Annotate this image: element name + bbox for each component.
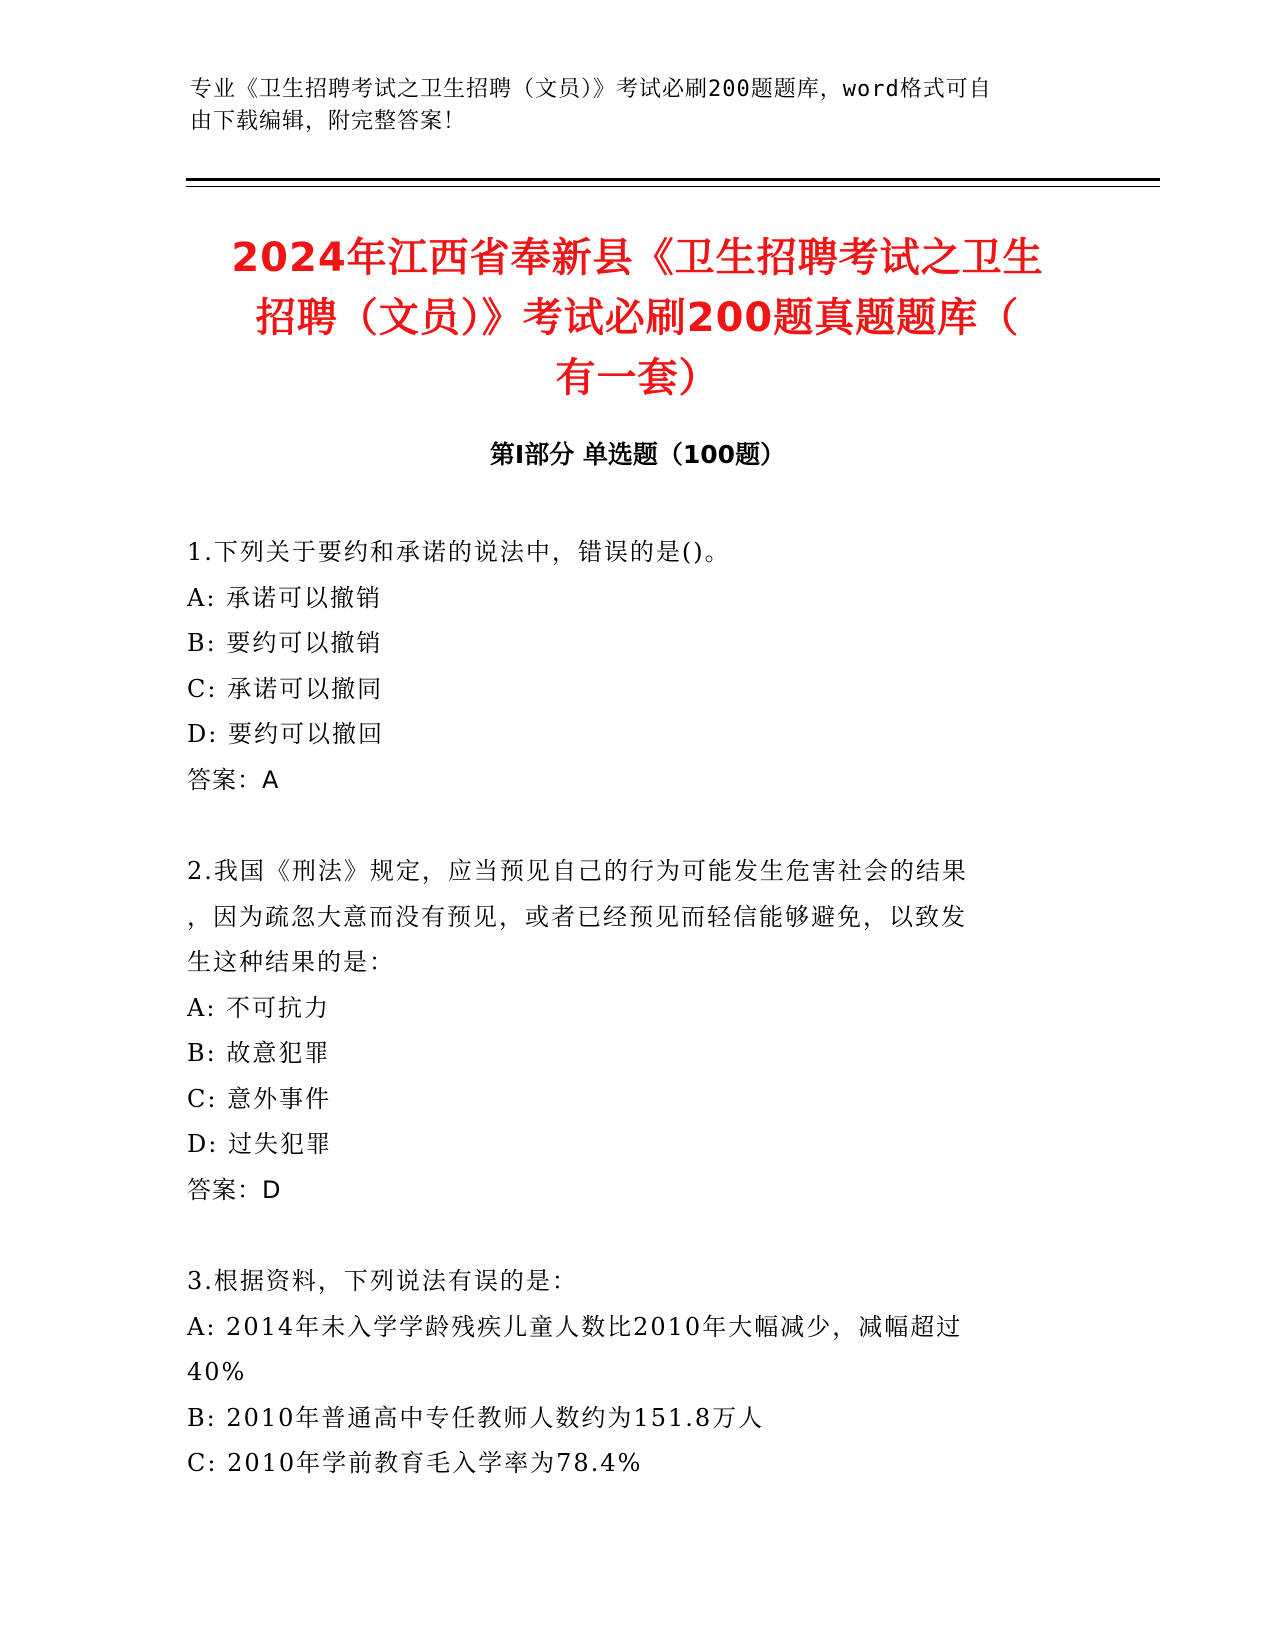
question-item bbox=[187, 1259, 1087, 1487]
question-stem: 1.下列关于要约和承诺的说法中，错误的是()。 bbox=[187, 538, 731, 566]
title-line: 2024年江西省奉新县《卫生招聘考试之卫生 bbox=[231, 235, 1044, 281]
header-note-line: 由下载编辑，附完整答案！ bbox=[190, 109, 467, 134]
option-d: D: 要约可以撤回 bbox=[187, 720, 384, 748]
option-b: B: 要约可以撤销 bbox=[187, 629, 383, 657]
header-divider-thin bbox=[186, 186, 1160, 187]
question-item bbox=[187, 530, 1087, 803]
option-b: B: 2010年普通高中专任教师人数约为151.8万人 bbox=[187, 1403, 765, 1432]
option-b: B: 故意犯罪 bbox=[187, 1039, 331, 1067]
document-title bbox=[160, 228, 1115, 408]
question-list bbox=[187, 530, 1087, 1533]
question-stem: 2.我国《刑法》规定，应当预见自己的行为可能发生危害社会的结果 bbox=[187, 857, 968, 885]
answer: 答案：D bbox=[187, 1175, 282, 1204]
option-c: C: 2010年学前教育毛入学率为78.4% bbox=[187, 1449, 643, 1477]
option-a: A: 承诺可以撤销 bbox=[187, 583, 383, 612]
question-item bbox=[187, 849, 1087, 1213]
question-stem: ，因为疏忽大意而没有预见，或者已经预见而轻信能够避免，以致发 bbox=[187, 902, 967, 931]
option-d: D: 过失犯罪 bbox=[187, 1130, 332, 1158]
header-divider-thick bbox=[186, 178, 1160, 181]
answer: 答案：A bbox=[187, 765, 280, 794]
header-note-line: 专业《卫生招聘考试之卫生招聘（文员）》考试必刷200题题库，word格式可自 bbox=[190, 77, 992, 102]
header-note bbox=[190, 74, 1070, 138]
question-stem: 生这种结果的是： bbox=[187, 948, 395, 976]
option-a: A: 不可抗力 bbox=[187, 993, 331, 1022]
option-a-continued: 40% bbox=[187, 1358, 247, 1386]
title-line: 有一套） bbox=[555, 355, 720, 401]
option-a: A: 2014年未入学学龄残疾儿童人数比2010年大幅减少，减幅超过 bbox=[187, 1312, 963, 1341]
option-c: C: 承诺可以撤同 bbox=[187, 674, 384, 703]
option-c: C: 意外事件 bbox=[187, 1084, 332, 1113]
title-line: 招聘（文员）》考试必刷200题真题题库（ bbox=[255, 295, 1020, 341]
section-heading: 第Ⅰ部分 单选题（100题） bbox=[489, 440, 786, 469]
question-stem: 3.根据资料，下列说法有误的是： bbox=[187, 1267, 578, 1295]
